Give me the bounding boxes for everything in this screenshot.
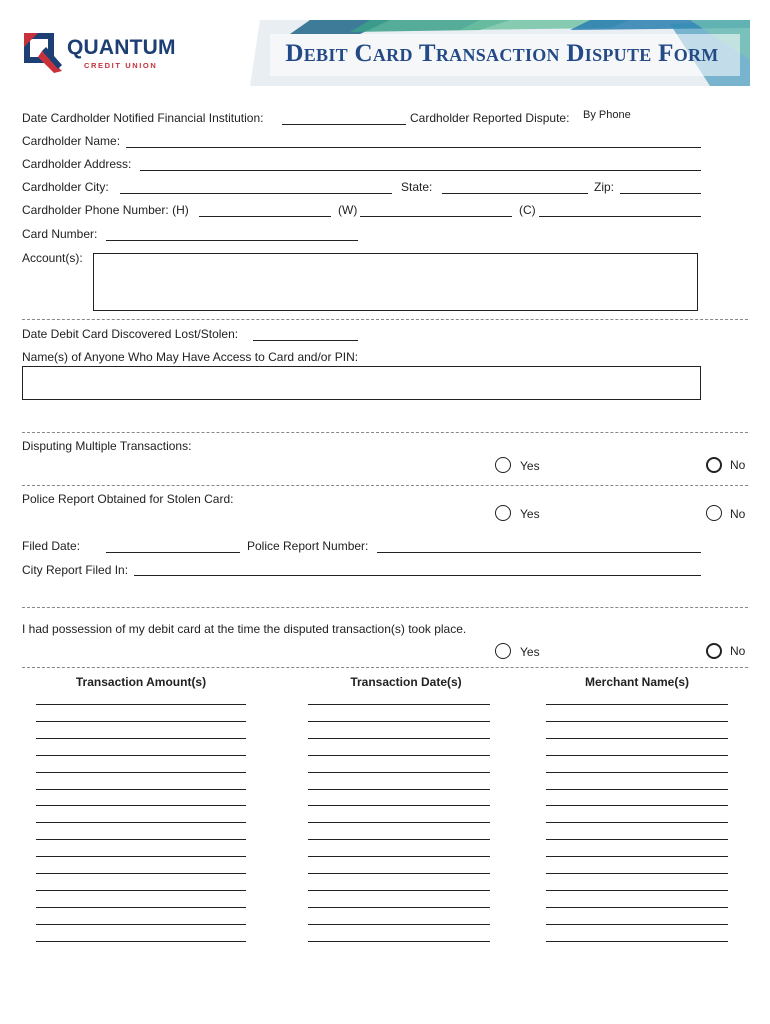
city-label: Cardholder City:: [22, 180, 109, 194]
phone-cell-label: (C): [519, 203, 536, 217]
divider: [22, 607, 748, 608]
amount-line[interactable]: [36, 805, 246, 806]
logo-icon: [24, 33, 64, 73]
multiple-no-radio[interactable]: [706, 457, 722, 473]
date-line[interactable]: [308, 822, 490, 823]
access-box[interactable]: [22, 366, 701, 400]
police-number-label: Police Report Number:: [247, 539, 369, 553]
merchant-line[interactable]: [546, 924, 728, 925]
police-no-label: No: [730, 507, 746, 521]
date-line[interactable]: [308, 907, 490, 908]
access-label: Name(s) of Anyone Who May Have Access to Card and/or PIN:: [22, 350, 359, 364]
amount-line[interactable]: [36, 873, 246, 874]
merchant-line[interactable]: [546, 856, 728, 857]
state-field[interactable]: [442, 193, 588, 194]
amount-line[interactable]: [36, 924, 246, 925]
merchant-line[interactable]: [546, 721, 728, 722]
amount-line[interactable]: [36, 789, 246, 790]
filed-date-label: Filed Date:: [22, 539, 81, 553]
merchant-line[interactable]: [546, 839, 728, 840]
date-line[interactable]: [308, 789, 490, 790]
name-field[interactable]: [126, 147, 701, 148]
police-label: Police Report Obtained for Stolen Card:: [22, 492, 234, 506]
merchant-line[interactable]: [546, 704, 728, 705]
merchant-line[interactable]: [546, 873, 728, 874]
card-number-field[interactable]: [106, 240, 358, 241]
date-line[interactable]: [308, 704, 490, 705]
date-line[interactable]: [308, 772, 490, 773]
amount-line[interactable]: [36, 704, 246, 705]
merchant-line[interactable]: [546, 738, 728, 739]
date-header: Transaction Date(s): [350, 675, 462, 689]
date-line[interactable]: [308, 941, 490, 942]
date-notified-field[interactable]: [282, 124, 406, 125]
possession-label: I had possession of my debit card at the time the disputed transaction(s) took place.: [22, 622, 467, 636]
amount-line[interactable]: [36, 738, 246, 739]
amount-line[interactable]: [36, 721, 246, 722]
phone-work-field[interactable]: [360, 216, 512, 217]
merchant-line[interactable]: [546, 789, 728, 790]
amount-line[interactable]: [36, 755, 246, 756]
city-field[interactable]: [120, 193, 392, 194]
date-line[interactable]: [308, 738, 490, 739]
date-lost-field[interactable]: [253, 340, 358, 341]
possession-no-radio[interactable]: [706, 643, 722, 659]
multiple-no-label: No: [730, 458, 746, 472]
amount-line[interactable]: [36, 941, 246, 942]
date-line[interactable]: [308, 721, 490, 722]
card-number-label: Card Number:: [22, 227, 98, 241]
state-label: State:: [401, 180, 433, 194]
amount-line[interactable]: [36, 772, 246, 773]
police-yes-label: Yes: [520, 507, 540, 521]
address-field[interactable]: [140, 170, 701, 171]
divider: [22, 485, 748, 486]
reported-dispute-value[interactable]: By Phone: [583, 109, 631, 121]
amount-line[interactable]: [36, 890, 246, 891]
accounts-label: Account(s):: [22, 251, 83, 265]
possession-no-label: No: [730, 644, 746, 658]
multiple-label: Disputing Multiple Transactions:: [22, 439, 192, 453]
phone-work-label: (W): [338, 203, 358, 217]
date-line[interactable]: [308, 873, 490, 874]
date-line[interactable]: [308, 805, 490, 806]
divider: [22, 319, 748, 320]
merchant-line[interactable]: [546, 805, 728, 806]
amount-line[interactable]: [36, 822, 246, 823]
date-line[interactable]: [308, 755, 490, 756]
accounts-box[interactable]: [93, 253, 698, 311]
filed-date-field[interactable]: [106, 552, 240, 553]
zip-field[interactable]: [620, 193, 701, 194]
merchant-header: Merchant Name(s): [584, 675, 690, 689]
phone-home-label: Cardholder Phone Number: (H): [22, 203, 189, 217]
divider: [22, 667, 748, 668]
merchant-line[interactable]: [546, 941, 728, 942]
date-line[interactable]: [308, 839, 490, 840]
amount-line[interactable]: [36, 907, 246, 908]
merchant-line[interactable]: [546, 755, 728, 756]
merchant-line[interactable]: [546, 772, 728, 773]
date-notified-label: Date Cardholder Notified Financial Institution:: [22, 111, 264, 125]
form-title: Debit Card Transaction Dispute Form: [285, 40, 719, 67]
date-line[interactable]: [308, 856, 490, 857]
divider: [22, 432, 748, 433]
police-number-field[interactable]: [377, 552, 701, 553]
name-label: Cardholder Name:: [22, 134, 121, 148]
city-report-field[interactable]: [134, 575, 701, 576]
date-line[interactable]: [308, 924, 490, 925]
amount-line[interactable]: [36, 839, 246, 840]
address-label: Cardholder Address:: [22, 157, 132, 171]
possession-yes-radio[interactable]: [495, 643, 511, 659]
merchant-line[interactable]: [546, 890, 728, 891]
police-no-radio[interactable]: [706, 505, 722, 521]
phone-cell-field[interactable]: [539, 216, 701, 217]
brand-name: QUANTUM: [67, 36, 176, 59]
merchant-line[interactable]: [546, 822, 728, 823]
multiple-yes-radio[interactable]: [495, 457, 511, 473]
date-lost-label: Date Debit Card Discovered Lost/Stolen:: [22, 327, 239, 341]
reported-dispute-label: Cardholder Reported Dispute:: [410, 111, 570, 125]
amount-line[interactable]: [36, 856, 246, 857]
zip-label: Zip:: [594, 180, 615, 194]
date-line[interactable]: [308, 890, 490, 891]
police-yes-radio[interactable]: [495, 505, 511, 521]
amount-header: Transaction Amount(s): [75, 675, 207, 689]
merchant-line[interactable]: [546, 907, 728, 908]
multiple-yes-label: Yes: [520, 459, 540, 473]
phone-home-field[interactable]: [199, 216, 331, 217]
brand-subtitle: CREDIT UNION: [84, 61, 158, 70]
possession-yes-label: Yes: [520, 645, 540, 659]
city-report-label: City Report Filed In:: [22, 563, 129, 577]
